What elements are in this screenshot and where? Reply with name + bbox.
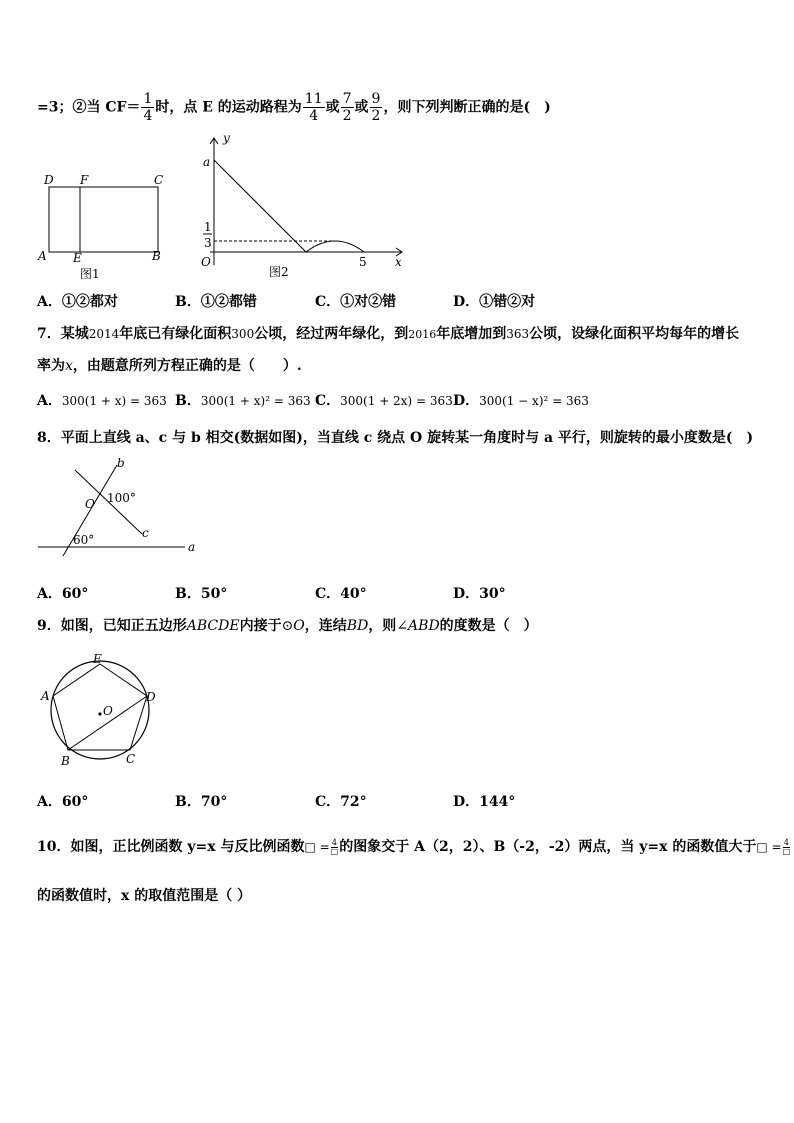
label-B: B [61, 754, 70, 768]
q9-segment-name: BD [346, 618, 369, 634]
q6-option-b[interactable]: B．①②都错 [175, 294, 257, 310]
q9-text: 9．如图，已知正五边形 [37, 618, 187, 634]
option-label: D． [453, 393, 480, 409]
q6-suffix: ，则下列判断正确的是( ) [383, 99, 551, 116]
label-A: A [38, 249, 47, 263]
label-F: F [80, 173, 89, 187]
label-a: a [203, 155, 211, 169]
q9-text: ，则 [368, 618, 397, 634]
q10-missing-glyph: □ = [756, 840, 782, 854]
option-label: C． [315, 393, 341, 409]
q6-stem [37, 91, 551, 124]
q10-stem-line1 [37, 836, 791, 856]
label-origin: O [201, 255, 211, 269]
or-text: 或 [325, 99, 340, 116]
q7-equation-a: 300(1 + x) = 363 [61, 394, 167, 408]
label-E: E [93, 652, 102, 666]
q6-option-c[interactable]: C．①对②错 [315, 294, 397, 310]
fraction-4-over-box: $\frac{4}{□}$ [330, 837, 339, 856]
q9-option-a[interactable]: A．60° [37, 794, 89, 810]
q7-stem-line1 [37, 323, 739, 343]
q9-text: ，连结 [304, 618, 347, 634]
label-a: a [188, 540, 196, 554]
rectangle-abcd [49, 187, 158, 252]
q6-mid: 时，点 E 的运动路程为 [155, 99, 302, 116]
q9-pentagon-name: ABCDE [186, 618, 240, 634]
option-label: A． [37, 393, 62, 409]
q9-option-b[interactable]: B．70° [175, 794, 228, 810]
q7-text: 公顷，设绿化面积平均每年的增长 [529, 326, 740, 342]
q6-option-d[interactable]: D．①错②对 [453, 294, 536, 310]
q10-text: 的图象交于 A（2，2）、B（-2，-2）两点，当 y=x 的函数值大于 [339, 839, 757, 855]
fraction-11-4: $\frac{11}{4}$ [304, 91, 323, 124]
q7-text: ，由题意所列方程正确的是（ ）. [72, 358, 302, 374]
q7-area-363: 363 [506, 327, 530, 341]
q8-option-c[interactable]: C．40° [315, 586, 367, 602]
fraction-9-2: $\frac{9}{2}$ [371, 91, 381, 124]
q7-equation-d: 300(1 − x)² = 363 [479, 394, 589, 408]
q9-option-d[interactable]: D．144° [453, 794, 516, 810]
q6-option-a[interactable]: A．①②都对 [37, 294, 118, 310]
q7-text: 率为 [37, 358, 65, 374]
label-D: D [146, 690, 156, 704]
caption-fig2: 图2 [269, 265, 289, 279]
q7-variable-x: x [65, 358, 73, 374]
label-O: O [85, 497, 95, 511]
q7-option-c[interactable] [315, 390, 453, 410]
q7-option-d[interactable] [453, 390, 589, 410]
center-point-o [98, 712, 101, 715]
label-angle-100: 100° [107, 491, 136, 505]
q9-text: 内接于 [239, 618, 282, 634]
figure-1-rectangle [30, 170, 180, 285]
q7-option-b[interactable] [175, 390, 311, 410]
q7-text: 年底增加到 [436, 326, 507, 342]
figure-q9-pentagon [35, 650, 165, 770]
q10-stem-line2: 的函数值时，x 的取值范围是（ ） [37, 888, 252, 904]
fraction-cf: $\frac{1}{4}$ [143, 91, 153, 124]
q9-option-c[interactable]: C．72° [315, 794, 367, 810]
q7-year-2014: 2014 [88, 327, 120, 341]
circle-o [51, 661, 149, 759]
figure-2-graph [195, 130, 410, 285]
q10-missing-glyph: □ = [304, 840, 330, 854]
q7-area-300: 300 [231, 327, 255, 341]
label-b: b [117, 456, 125, 470]
q7-year-2016: 2016 [408, 328, 437, 341]
q7-stem-line2 [37, 355, 302, 375]
q8-option-b[interactable]: B．50° [175, 586, 228, 602]
label-C: C [154, 173, 164, 187]
label-D: D [44, 173, 54, 187]
label-one: 1 [204, 220, 212, 234]
q7-text: 公顷，经过两年绿化，到 [254, 326, 409, 342]
label-B: B [152, 249, 161, 263]
graph-line-segment [214, 160, 306, 252]
label-E: E [73, 251, 82, 265]
q8-stem: 8．平面上直线 a、c 与 b 相交(数据如图)，当直线 c 绕点 O 旋转某一角度时与 a 平行，则旋转的最小度数是( ) [37, 430, 754, 446]
q9-stem [37, 615, 538, 635]
q7-text: 7．某城 [37, 326, 89, 342]
q7-option-a[interactable] [37, 390, 167, 410]
q9-text: 的度数是（ ） [439, 618, 538, 634]
q7-equation-c: 300(1 + 2x) = 363 [340, 394, 453, 408]
or-text: 或 [354, 99, 369, 116]
label-C: C [126, 752, 136, 766]
label-A: A [41, 689, 50, 703]
caption-fig1: 图1 [80, 267, 100, 281]
q6-prefix: =3；②当 CF＝ [37, 99, 141, 116]
label-y: y [223, 131, 230, 145]
label-c: c [142, 526, 149, 540]
q7-equation-b: 300(1 + x)² = 363 [200, 394, 311, 408]
label-five: 5 [359, 255, 367, 269]
fraction-4-over-box: $\frac{4}{□}$ [782, 837, 791, 856]
q8-option-d[interactable]: D．30° [453, 586, 506, 602]
option-label: B． [175, 393, 201, 409]
q9-angle-name: ∠ABD [396, 618, 440, 634]
graph-arc [306, 241, 364, 252]
q7-text: 年底已有绿化面积 [119, 326, 232, 342]
q8-option-a[interactable]: A．60° [37, 586, 89, 602]
fraction-7-2: $\frac{7}{2}$ [342, 91, 352, 124]
q9-circle-name: ⊙O [281, 618, 305, 634]
q10-text: 10．如图，正比例函数 y=x 与反比例函数 [37, 839, 305, 855]
label-three: 3 [204, 236, 212, 250]
label-O: O [103, 704, 113, 718]
label-angle-60: 60° [73, 533, 95, 547]
figure-q8-lines [30, 452, 210, 562]
label-x: x [395, 255, 402, 269]
pentagon-abcde [53, 664, 147, 750]
